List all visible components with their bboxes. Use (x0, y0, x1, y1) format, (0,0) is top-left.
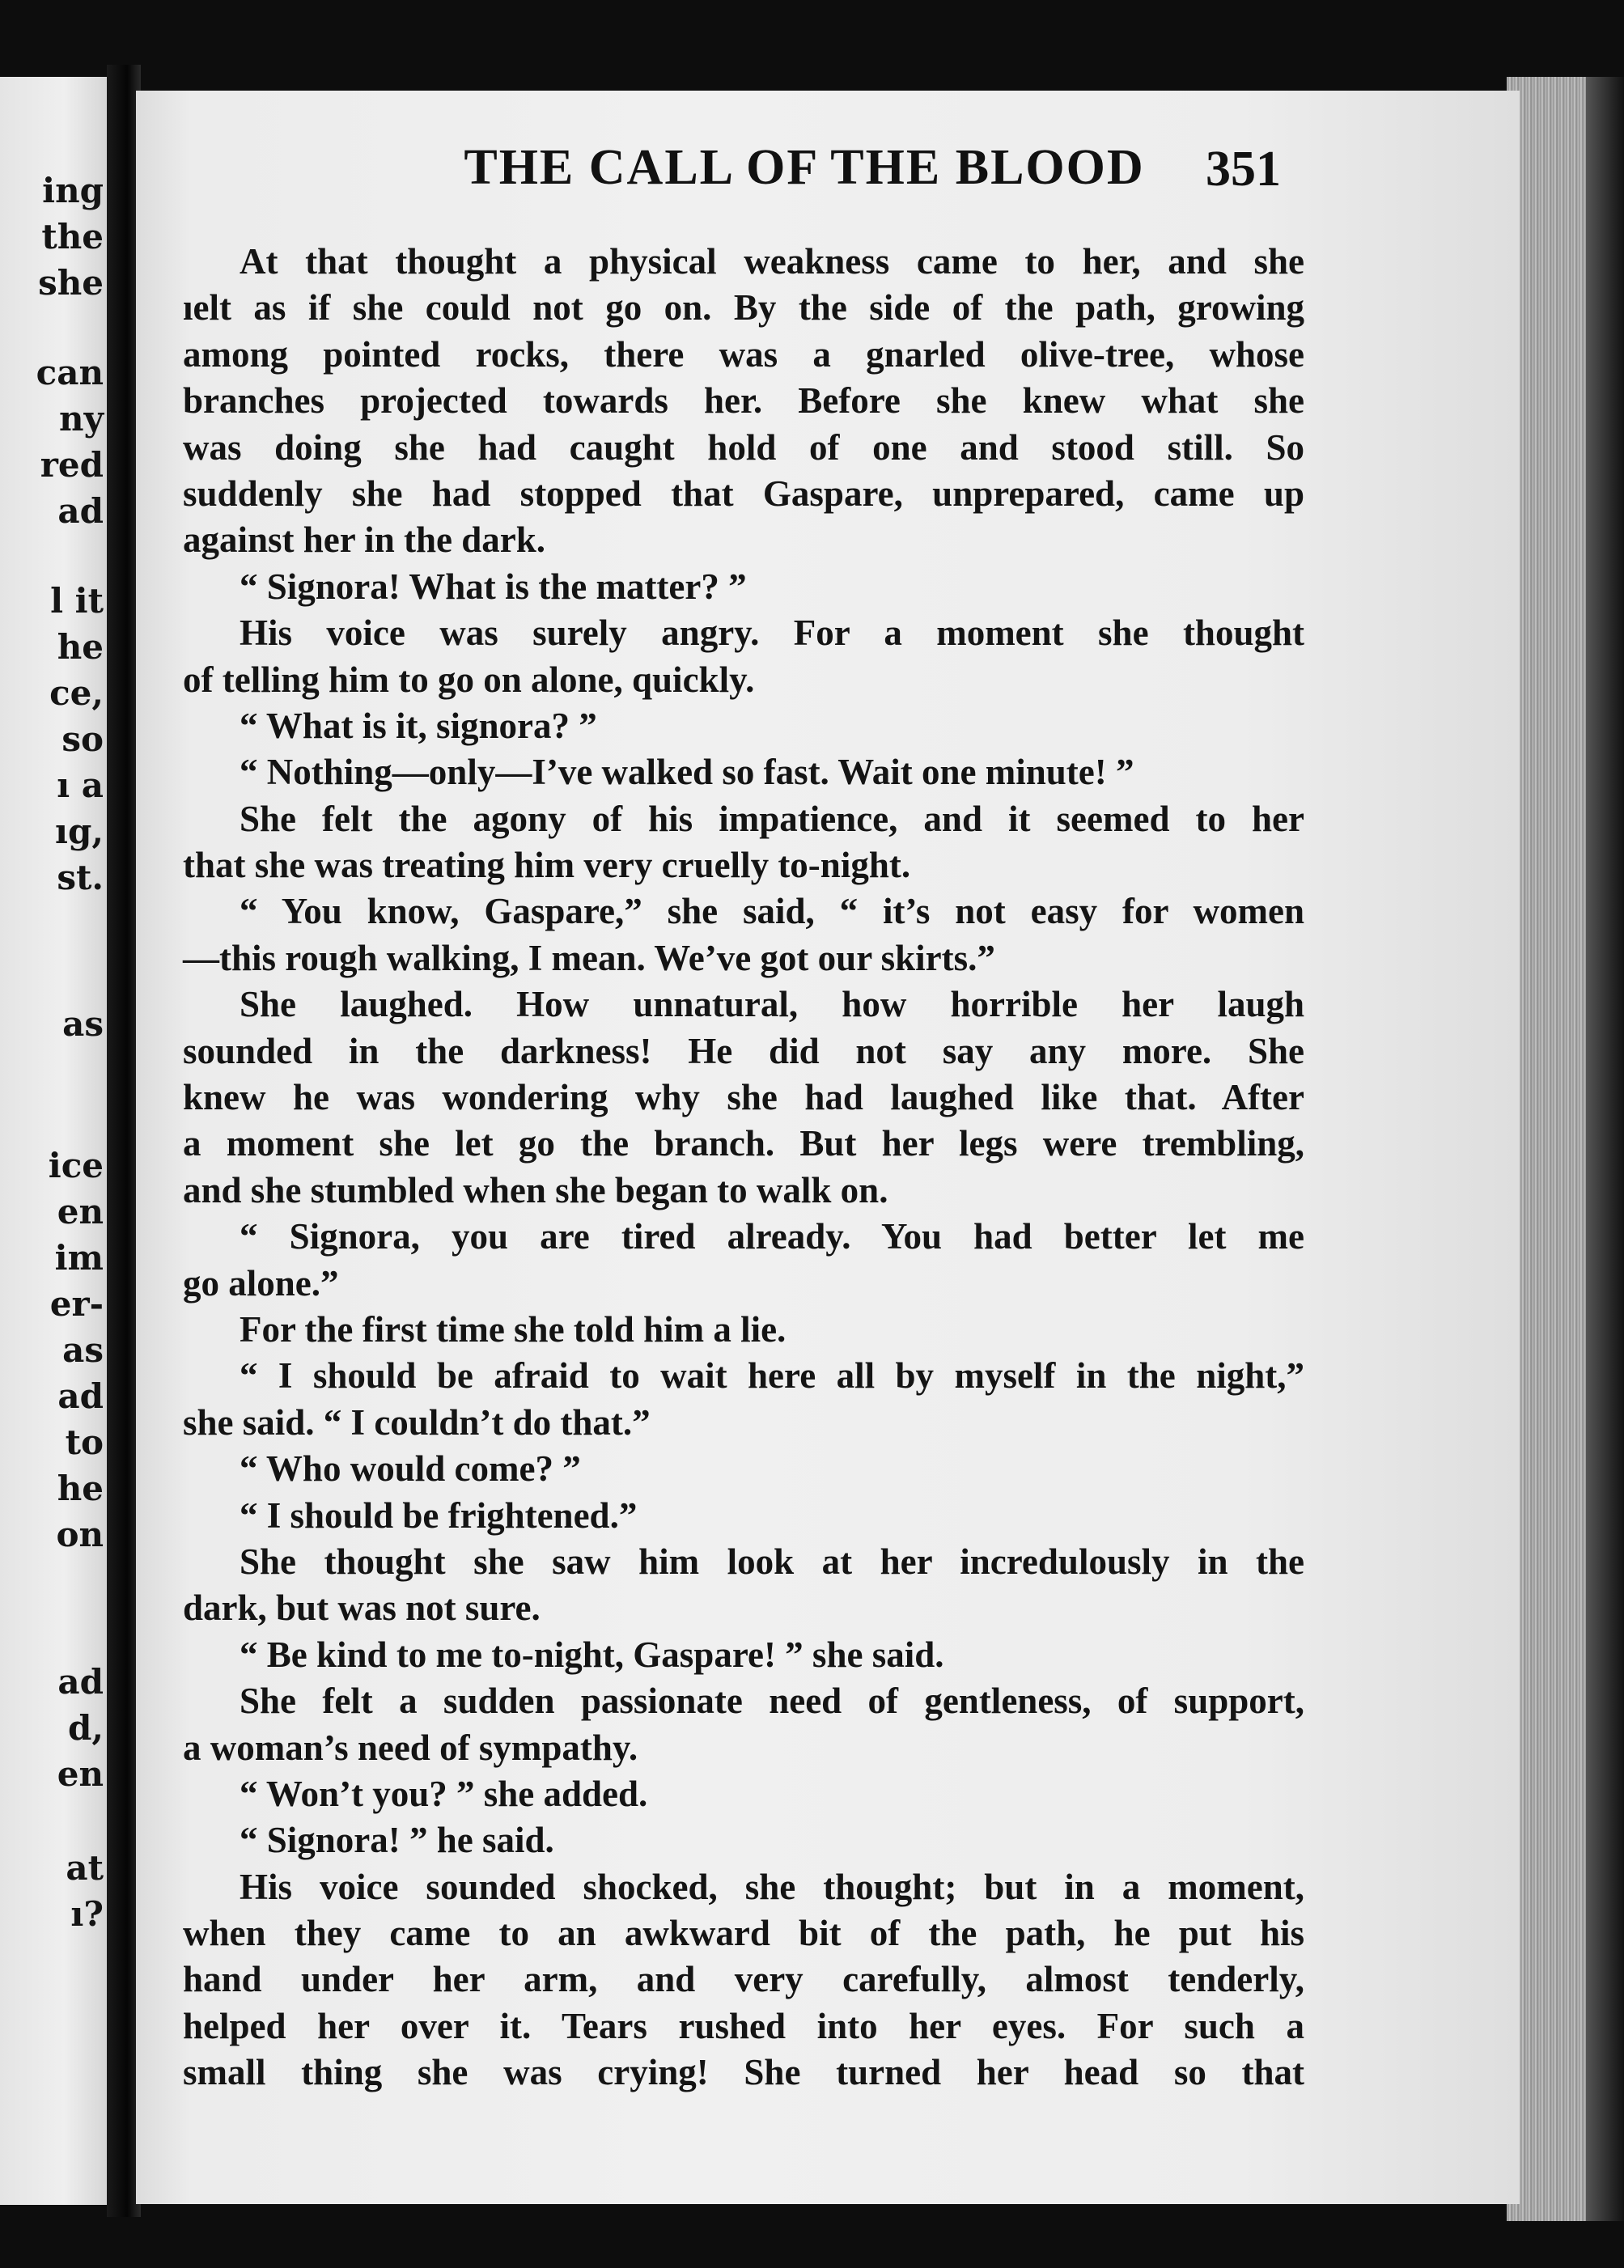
text-line: “ Signora! ” he said. (240, 1820, 554, 1861)
left-page-fragment: ı a (57, 765, 104, 805)
left-page-fragment: ad (57, 1376, 104, 1416)
page-header (136, 91, 1520, 204)
left-page-fragment: he (57, 1469, 104, 1508)
text-line: ıelt as if she could not go on. By the side of the path, growing (183, 287, 1304, 329)
text-line: knew he was wondering why she had laughed like that. After (183, 1077, 1304, 1118)
left-page-fragment: l it (50, 581, 104, 621)
text-line: “ You know, Gaspare,” she said, “ it’s not easy for women (240, 891, 1304, 932)
text-line: “ What is it, signora? ” (240, 705, 597, 746)
text-line: His voice was surely angry. For a moment she thought (240, 613, 1304, 654)
text-line: “ Signora, you are tired already. You had better let me (240, 1216, 1304, 1257)
text-line: hand under her arm, and very carefully, almost tenderly, (183, 1959, 1304, 2000)
text-line: “ Won’t you? ” she added. (240, 1773, 648, 1814)
left-page-fragment: so (61, 719, 104, 759)
text-line: —this rough walking, I mean. We’ve got our skirts.” (183, 937, 995, 978)
left-page-fragment: ı? (70, 1894, 104, 1934)
text-line: She laughed. How unnatural, how horrible her laugh (240, 984, 1304, 1025)
text-line: when they came to an awkward bit of the path, he put his (183, 1913, 1304, 1954)
page-edges-shadow (1586, 77, 1624, 2221)
left-page-fragment: en (57, 1754, 104, 1794)
left-page-fragment: ad (57, 491, 104, 531)
text-line: a woman’s need of sympathy. (183, 1727, 638, 1768)
text-line: among pointed rocks, there was a gnarled olive-tree, whose (183, 333, 1304, 375)
left-page-fragment: he (57, 627, 104, 667)
text-line: She felt a sudden passionate need of gentleness, of support, (240, 1681, 1304, 1722)
left-page-fragment: red (40, 445, 104, 485)
text-line: She felt the agony of his impatience, and it seemed to her (240, 798, 1304, 839)
text-line: of telling him to go on alone, quickly. (183, 659, 755, 700)
left-page-fragment: im (54, 1238, 104, 1278)
left-page-fragment: at (66, 1848, 104, 1888)
left-page-fragment: can (36, 353, 104, 392)
left-page-fragment: er- (49, 1284, 104, 1324)
text-line: “ Be kind to me to-night, Gaspare! ” she said. (240, 1634, 944, 1675)
text-line: “ Who would come? ” (240, 1448, 581, 1490)
text-line: branches projected towards her. Before she knew what she (183, 380, 1304, 422)
text-line: against her in the dark. (183, 519, 545, 561)
left-page-fragments (0, 77, 107, 2205)
running-title: THE CALL OF THE BLOOD (464, 140, 1145, 195)
left-page-fragment: as (62, 1004, 104, 1044)
text-line: a moment she let go the branch. But her legs were trembling, (183, 1123, 1304, 1164)
left-page-fragment: ce, (49, 673, 104, 713)
text-line: sounded in the darkness! He did not say any more. She (183, 1030, 1304, 1071)
left-facing-page (0, 77, 107, 2205)
text-line: and she stumbled when she began to walk on. (183, 1169, 888, 1210)
left-page-fragment: ıg, (55, 812, 104, 851)
text-line: suddenly she had stopped that Gaspare, unprepared, came up (183, 473, 1304, 514)
left-page-fragment: d, (68, 1708, 104, 1748)
text-line: go alone.” (183, 1262, 339, 1304)
left-page-fragment: ny (59, 399, 104, 439)
left-page-fragment: st. (57, 858, 104, 897)
text-line: dark, but was not sure. (183, 1588, 541, 1629)
text-line: “ Nothing—only—I’ve walked so fast. Wait one minute! ” (240, 752, 1134, 793)
text-line: small thing she was crying! She turned her head so that (183, 2052, 1304, 2093)
left-page-fragment: on (56, 1515, 104, 1554)
left-page-fragment: the (41, 217, 104, 256)
page-number: 351 (1206, 142, 1281, 197)
left-page-fragment: ad (57, 1662, 104, 1702)
left-page-fragment: she (38, 263, 104, 303)
left-page-fragment: en (57, 1192, 104, 1232)
left-page-fragment: ice (48, 1146, 104, 1185)
text-line: “ I should be frightened.” (240, 1494, 638, 1536)
left-page-fragment: to (65, 1422, 104, 1462)
text-line: At that thought a physical weakness came to her, and she (240, 241, 1304, 282)
text-line: She thought she saw him look at her incredulously in the (240, 1541, 1304, 1582)
left-page-fragment: ing (42, 171, 104, 210)
text-line: “ I should be afraid to wait here all by myself in the night,” (240, 1355, 1304, 1397)
text-line: helped her over it. Tears rushed into her eyes. For such a (183, 2005, 1304, 2046)
text-line: For the first time she told him a lie. (240, 1308, 787, 1350)
main-page (136, 91, 1520, 2204)
text-line: that she was treating him very cruelly to-night. (183, 845, 911, 886)
body-text (183, 239, 1304, 2096)
text-line: “ Signora! What is the matter? ” (240, 566, 747, 607)
page-edges (1507, 77, 1596, 2221)
text-line: was doing she had caught hold of one and stood still. So (183, 426, 1304, 468)
left-page-fragment: as (62, 1330, 104, 1370)
text-line: she said. “ I couldn’t do that.” (183, 1401, 651, 1443)
text-line: His voice sounded shocked, she thought; but in a moment, (240, 1866, 1304, 1907)
